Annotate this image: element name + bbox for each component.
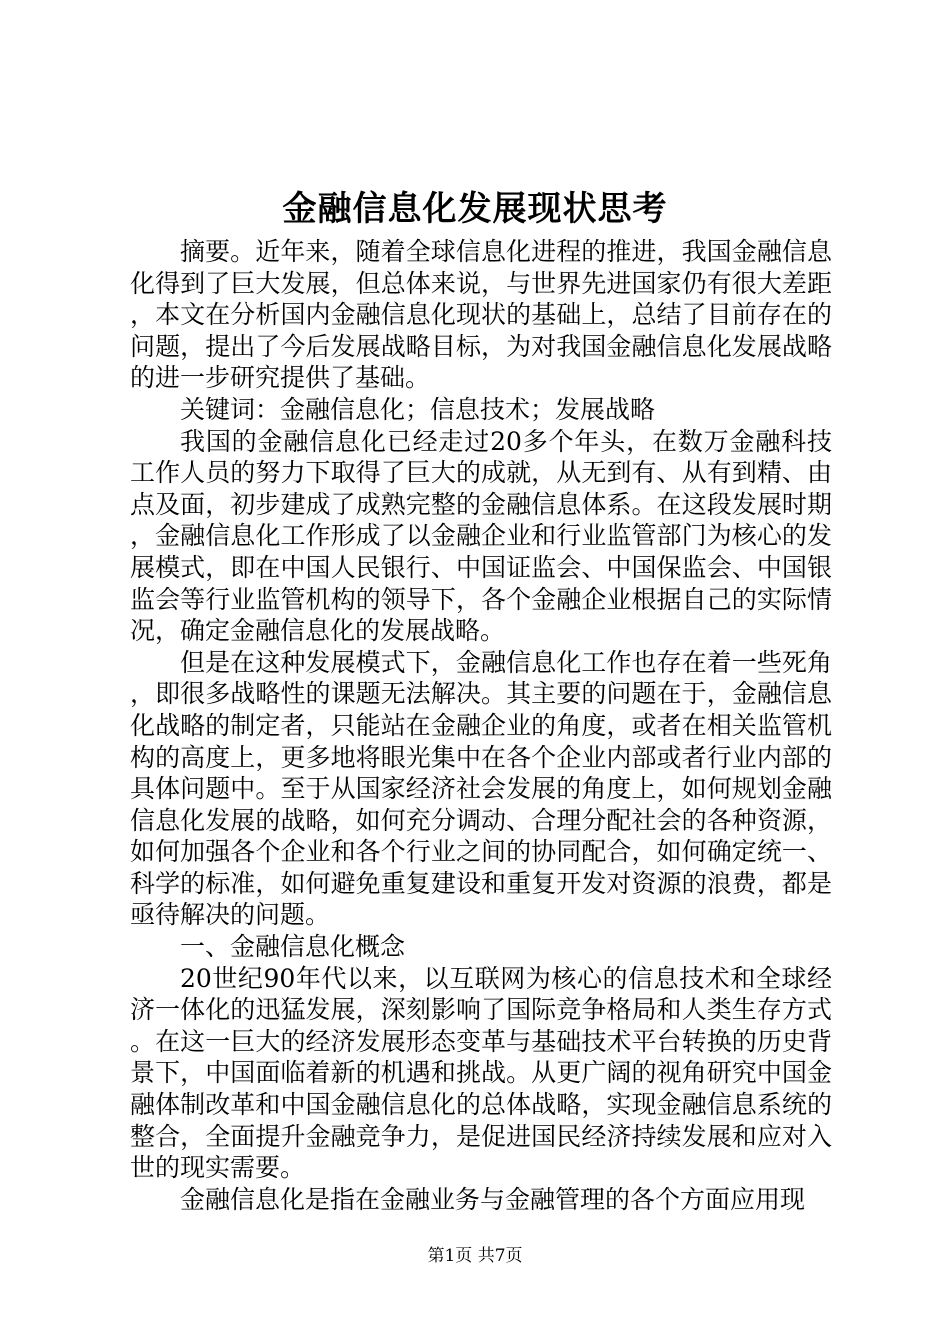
page-footer: 第1页 共7页 [427,1246,523,1266]
keywords-paragraph: 关键词：金融信息化；信息技术；发展战略 [180,394,656,424]
body-paragraph: 但是在这种发展模式下，金融信息化工作也存在着一些死角，即很多战略性的课题无法解决。其主要的问题在于，金融信息化战略的制定者，只能站在金融企业的角度，或者在相关监管机构的高度上，更多地将眼光集中在各个企业内部或者行业内部的具体问题中。至于从国家经济社会发展的角度上，如何规划金融信息化发展的战略，如何充分调动、合理分配社会的各种资源，如何加强各个企业和各个行业之间的协同配合，如何确定统一、科学的标准，如何避免重复建设和重复开发对资源的浪费，都是亟待解决的问题。 [130,647,832,930]
section-heading: 一、金融信息化概念 [180,932,406,962]
document-title: 金融信息化发展现状思考 [282,189,668,229]
document-body [130,236,832,1215]
body-paragraph: 我国的金融信息化已经走过20多个年头，在数万金融科技工作人员的努力下取得了巨大的成就，从无到有、从有到精、由点及面，初步建成了成熟完整的金融信息体系。在这段发展时期，金融信息化工作形成了以金融企业和行业监管部门为核心的发展模式，即在中国人民银行、中国证监会、中国保监会、中国银监会等行业监管机构的领导下，各个金融企业根据自己的实际情况，确定金融信息化的发展战略。 [130,426,832,646]
abstract-paragraph: 摘要。近年来，随着全球信息化进程的推进，我国金融信息化得到了巨大发展，但总体来说，与世界先进国家仍有很大差距，本文在分析国内金融信息化现状的基础上，总结了目前存在的问题，提出了今后发展战略目标，为对我国金融信息化发展战略的进一步研究提供了基础。 [130,237,832,393]
body-paragraph: 20世纪90年代以来，以互联网为核心的信息技术和全球经济一体化的迅猛发展，深刻影响了国际竞争格局和人类生存方式。在这一巨大的经济发展形态变革与基础技术平台转换的历史背景下，中国面临着新的机遇和挑战。从更广阔的视角研究中国金融体制改革和中国金融信息化的总体战略，实现金融信息系统的整合，全面提升金融竞争力，是促进国民经济持续发展和应对入世的现实需要。 [130,963,832,1183]
body-paragraph: 金融信息化是指在金融业务与金融管理的各个方面应用现 [180,1184,806,1214]
